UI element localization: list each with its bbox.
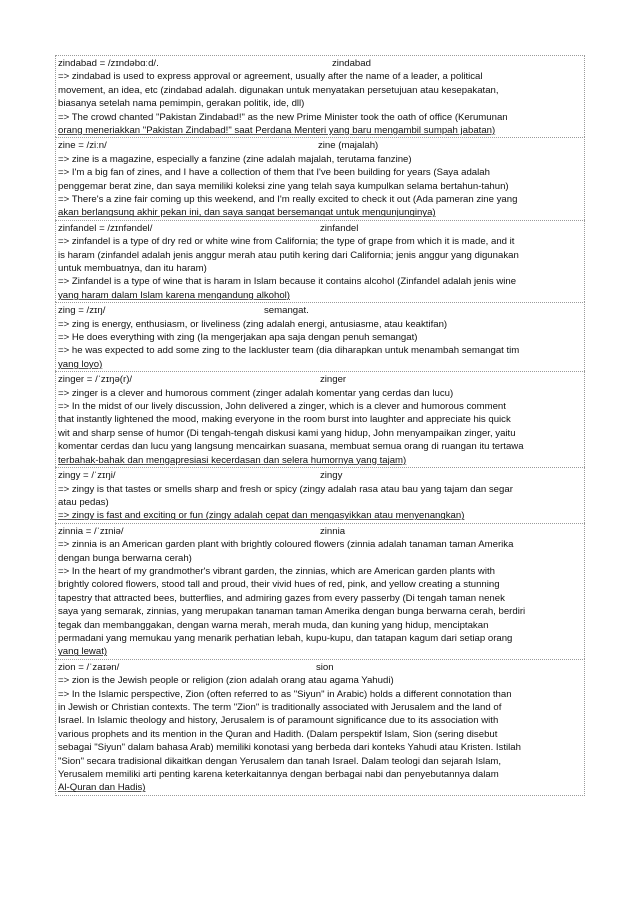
entry-text-line: Yerusalem memiliki arti penting karena keterkaitannya dengan berbagai nabi dan penyebutannya dalam xyxy=(58,769,499,780)
entry-translation: zinger xyxy=(320,374,347,386)
entry-text-line: => zingy is fast and exciting or fun (zingy adalah cepat dan mengasyikkan atau menyenangkan) xyxy=(58,510,465,522)
entry-text-line: => zinger is a clever and humorous comment (zinger adalah komentar yang cerdas dan lucu) xyxy=(58,387,454,399)
entry-translation: zingy xyxy=(320,470,343,482)
entry-text-line: akan berlangsung akhir pekan ini, dan saya sangat bersemangat untuk mengunjunginya) xyxy=(58,207,436,219)
entry-translation: semangat. xyxy=(264,305,309,317)
entry-text-line: orang meneriakkan "Pakistan Zindabad!" saat Perdana Menteri yang baru mengambil sumpah jabatan) xyxy=(58,125,496,137)
entry-text-line: atau pedas) xyxy=(58,496,109,508)
entry-header xyxy=(58,469,582,482)
entry-text-line: => zingy is that tastes or smells sharp and fresh or spicy (zingy adalah rasa atau bau yang tajam dan segar xyxy=(58,483,513,495)
dictionary-entry xyxy=(55,523,585,659)
entry-text-line: saya yang semarak, zinnias, yang merupakan tanaman taman Amerika dengan bunga berwarna cerah, berdiri xyxy=(58,606,526,618)
entry-text-line: tapestry that attracted bees, butterflies, and admiring gazes from every passerby (Di tengah taman nenek xyxy=(58,592,505,604)
dictionary-entry xyxy=(55,371,585,467)
entry-text-line: wit and sharp sense of humor (Di tengah-tengah diskusi kami yang hidup, John menyampaikan zinger, yaitu xyxy=(58,427,516,439)
dictionary-entry xyxy=(55,137,585,219)
entry-text-line: "Sion" secara tradisional dikaitkan dengan Yerusalem dan tanah Israel. Dalam teologi dan sejarah Islam, xyxy=(58,755,502,767)
entry-text-line: brightly colored flowers, stood tall and proud, their vivid hues of red, pink, and yellow creating a stunning xyxy=(58,579,500,591)
entry-text-line: yang haram dalam Islam karena mengandung alkohol) xyxy=(58,289,290,301)
entry-text-line: penggemar berat zine, dan saya memiliki koleksi zine yang telah saya kumpulkan selama bertahun-tahun) xyxy=(58,180,509,192)
entry-text-line: biasanya setelah nama pemimpin, gerakan politik, ide, dll) xyxy=(58,98,305,110)
entry-translation: sion xyxy=(316,661,334,673)
entry-text-line: Al-Quran dan Hadis) xyxy=(58,782,146,794)
entry-headword: zine = /ziːn/ xyxy=(58,140,107,152)
entry-text-line: => There's a zine fair coming up this weekend, and I'm really excited to check it out (Ada pameran zine yang xyxy=(58,194,518,206)
entry-text-line: dengan bunga berwarna cerah) xyxy=(58,552,192,564)
entry-text-line: Israel. In Islamic theology and history, Jerusalem is of paramount significance due to its association with xyxy=(58,715,499,727)
entry-text-line: in Jewish or Christian contexts. The term "Zion" is traditionally associated with Jerusalem and the land of xyxy=(58,701,502,713)
entry-headword: zing = /zɪŋ/ xyxy=(58,305,106,317)
dictionary-entry xyxy=(55,302,585,371)
entry-text-line: => zindabad is used to express approval or agreement, usually after the name of a leader, a political xyxy=(58,71,483,83)
entry-headword: zinger = /ˈzɪŋə(r)/ xyxy=(58,374,133,386)
entry-text-line: various prophets and its mention in the Quran and Hadith. (Dalam perspektif Islam, Sion (sering disebut xyxy=(58,728,498,740)
entry-text-line: yang lewat) xyxy=(58,646,108,658)
entry-header xyxy=(58,57,582,70)
dictionary-entry xyxy=(55,55,585,137)
entry-text-line: movement, an idea, etc (zindabad adalah. digunakan untuk menyatakan persetujuan atau kesepakatan, xyxy=(58,84,499,96)
entry-translation: zine (majalah) xyxy=(318,140,379,152)
entry-text-line: untuk membuatnya, dan itu haram) xyxy=(58,263,207,275)
entry-headword: zindabad = /zɪndəbɑːd/. xyxy=(58,58,159,69)
entry-text-line: => zing is energy, enthusiasm, or liveliness (zing adalah energi, antusiasme, atau keaktifan) xyxy=(58,318,448,330)
entry-header xyxy=(58,373,582,386)
entry-headword: zion = /ˈzaɪən/ xyxy=(58,661,120,673)
entry-header xyxy=(58,139,582,152)
entry-text-line: => In the midst of our lively discussion, John delivered a zinger, which is a clever and humorous comment xyxy=(58,401,506,413)
entry-headword: zinnia = /ˈzɪniə/ xyxy=(58,525,124,537)
dictionary-entry xyxy=(55,659,585,796)
entry-text-line: komentar cerdas dan lucu yang langsung mencairkan suasana, membuat semua orang di ruangan itu tertawa xyxy=(58,441,524,453)
entry-text-line: => zinfandel is a type of dry red or white wine from California; the type of grape from which it is made, and it xyxy=(58,236,515,248)
entry-text-line: => Zinfandel is a type of wine that is haram in Islam because it contains alcohol (Zinfandel adalah jenis wine xyxy=(58,276,517,288)
entry-text-line: => In the Islamic perspective, Zion (often referred to as "Siyun" in Arabic) holds a different connotation than xyxy=(58,688,512,700)
entry-text-line: => he was expected to add some zing to the lackluster team (dia diharapkan untuk menambah semangat tim xyxy=(58,345,520,357)
entry-text-line: => I'm a big fan of zines, and I have a collection of them that I've been building for years (Saya adalah xyxy=(58,167,490,179)
entry-text-line: => In the heart of my grandmother's vibrant garden, the zinnias, which are American garden plants with xyxy=(58,565,495,577)
entry-text-line: yang loyo) xyxy=(58,358,103,370)
entry-text-line: => zinnia is an American garden plant with brightly coloured flowers (zinnia adalah tanaman taman Amerika xyxy=(58,539,514,551)
entry-text-line: sebagai "Siyun" dalam bahasa Arab) memiliki konotasi yang berbeda dari konteks Yahudi atau Kristen. Istilah xyxy=(58,742,521,754)
entry-text-line: => zine is a magazine, especially a fanzine (zine adalah majalah, terutama fanzine) xyxy=(58,153,412,165)
entry-text-line: => The crowd chanted "Pakistan Zindabad!" as the new Prime Minister took the oath of office (Kerumunan xyxy=(58,111,508,123)
dictionary-page xyxy=(55,55,585,796)
entry-text-line: that instantly lightened the mood, making everyone in the room burst into laughter and appreciate his quick xyxy=(58,414,511,426)
entry-headword: zinfandel = /zɪnfəndel/ xyxy=(58,222,153,234)
entry-header xyxy=(58,304,582,317)
dictionary-entry xyxy=(55,220,585,302)
entry-text-line: => He does everything with zing (Ia mengerjakan apa saja dengan penuh semangat) xyxy=(58,332,418,344)
entry-header xyxy=(58,222,582,235)
entry-text-line: permadani yang memukau yang menarik perhatian lebah, kupu-kupu, dan tatapan kagum dari setiap orang xyxy=(58,632,513,644)
entry-headword: zingy = /ˈzɪŋi/ xyxy=(58,470,116,482)
entry-translation: zindabad xyxy=(332,58,371,69)
entry-text-line: is haram (zinfandel adalah jenis anggur merah atau putih kering dari California; jenis anggur yang digunakan xyxy=(58,249,519,261)
dictionary-entry xyxy=(55,467,585,523)
entry-text-line: terbahak-bahak dan mengapresiasi kecerdasan dan selera humornya yang tajam) xyxy=(58,454,407,466)
entry-text-line: => zion is the Jewish people or religion (zion adalah orang atau agama Yahudi) xyxy=(58,675,394,687)
entry-translation: zinnia xyxy=(320,525,346,537)
entry-translation: zinfandel xyxy=(320,222,359,234)
entry-header xyxy=(58,525,582,538)
entry-header xyxy=(58,661,582,674)
entry-text-line: tegak dan membanggakan, dengan warna merah, merah muda, dan kuning yang hidup, menciptakan xyxy=(58,619,489,631)
